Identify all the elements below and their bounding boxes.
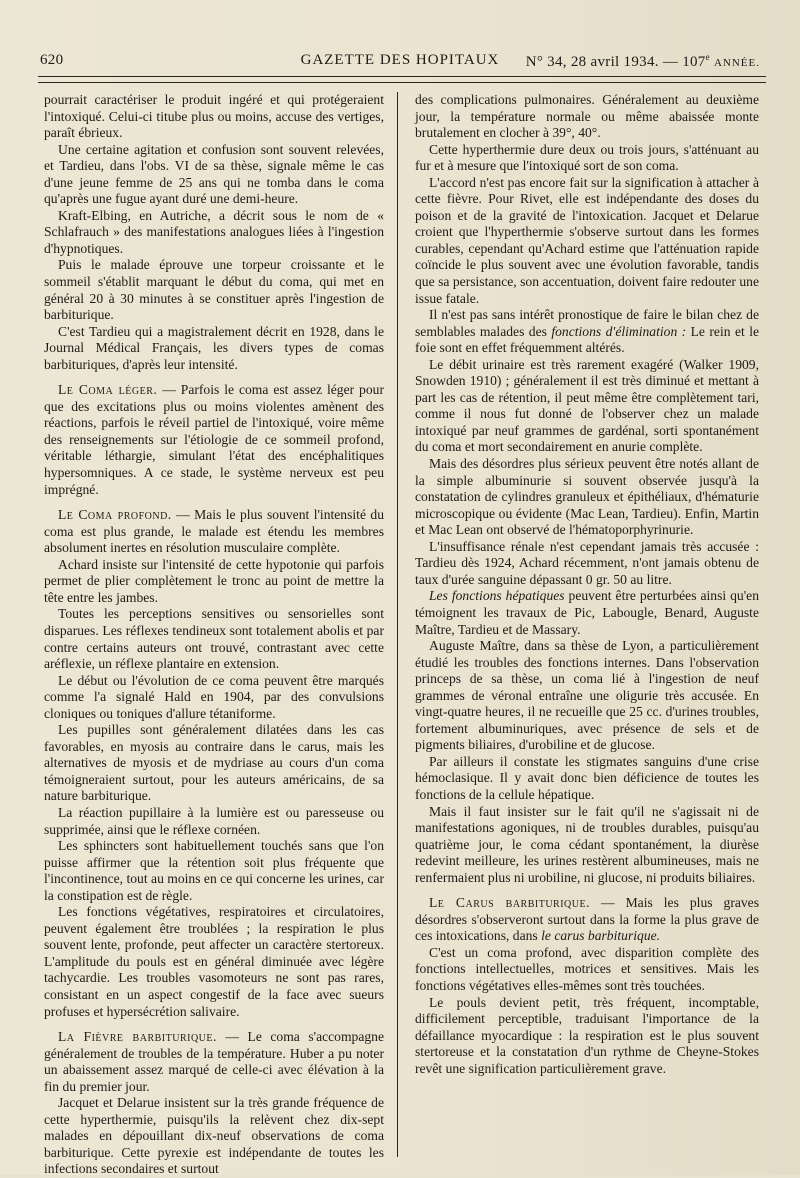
paragraph-text: Par ailleurs il constate les stigmates sanguins d'une crise hémoclasique. Il y avait donc bien déficience de toutes les fonctions de la cellule hépatique. [415, 753, 759, 802]
issue-info [526, 52, 760, 71]
paragraph-text: des complications pulmonaires. Généralement au deuxième jour, la température normale ou même abaissée monte brutalement en clocher à 39°, 40°. [415, 92, 759, 141]
paragraph [44, 606, 384, 672]
paragraph [44, 92, 384, 142]
paragraph [415, 307, 759, 357]
paragraph-text: — Le coma s'accompagne généralement de troubles de la température. Huber a pu noter un abaissement assez marqué de celle-ci avec élévation à la fin du premier jour. [44, 1029, 384, 1094]
paragraph [44, 557, 384, 607]
paragraph-text: Le pouls devient petit, très fréquent, incomptable, difficilement perceptible, traduisant l'importance de la défaillance myocardique : la respiration est le plus souvent stertoreuse et la constatation d'un rythme de Cheyne-Stokes revêt une signification particulièrement grave. [415, 994, 759, 1076]
paragraph-text: — Parfois le coma est assez léger pour que des excitations plus ou moins violentes amènent des réactions, parfois le réveil partiel de l'intoxiqué, voire même des renseignements sur l'étiologie de ce sommeil profond, véritable léthargie, simulant l'état des encéphalitiques hypersomniques. A ce stade, le système nerveux est peu imprégné. [44, 382, 384, 497]
paragraph [415, 754, 759, 804]
header-rule [38, 76, 766, 77]
page-number: 620 [40, 52, 64, 68]
issue-annee: ANNÉE. [713, 57, 760, 69]
paragraph-text: La réaction pupillaire à la lumière est ou paresseuse ou supprimée, ainsi que le réflexe cornéen. [44, 804, 384, 837]
section-paragraph [415, 895, 759, 945]
paragraph-text: Auguste Maître, dans sa thèse de Lyon, a particulièrement étudié les troubles des fonctions internes. Dans l'observation princeps de sa thèse, un coma lié à l'ingestion de neuf grammes de véronal entraîne une oligurie très accusée. En vingt-quatre heures, il ne recueille que 25 cc. d'urines troubles, fortement albuminuriques, avec présence de sels et de pigments biliaires, d'urobiline et de glucose. [415, 638, 759, 753]
paragraph [415, 995, 759, 1078]
page-header [40, 52, 760, 74]
italic-text: fonctions d'élimination : [551, 323, 687, 339]
paragraph [44, 257, 384, 323]
paragraph-text: Achard insiste sur l'intensité de cette hypotonie qui parfois permet de plier complètement le tronc au point de mettre la tête entre les jambes. [44, 556, 384, 605]
paragraph [44, 208, 384, 258]
paragraph-text: Cette hyperthermie dure deux ou trois jours, s'atténuant au fur et à mesure que l'intoxiqué sort de son coma. [415, 141, 759, 174]
paragraph-text: Kraft-Elbing, en Autriche, a décrit sous le nom de « Schlafrauch » des manifestations analogues liées à l'ingestion d'hypnotiques. [44, 207, 384, 256]
paragraph [44, 142, 384, 208]
paragraph-text: Mais il faut insister sur le fait qu'il ne s'agissait ni de manifestations agoniques, ni de troubles durables, puisqu'au quatrième jour, le coma cédant spontanément, la diurèse redevint meilleure, les urines restèrent albumineuses, mais ne renfermaient plus ni urobiline, ni glucose, ni produits biliaires. [415, 803, 759, 885]
paragraph-text: L'insuffisance rénale n'est cependant jamais très accusée : Tardieu dès 1924, Achard récemment, n'ont jamais obtenu de taux d'urée sanguine dépassant 0 gr. 50 au litre. [415, 538, 759, 587]
section-paragraph [44, 1029, 384, 1095]
paragraph [415, 804, 759, 887]
section-paragraph [44, 507, 384, 557]
paragraph [44, 324, 384, 374]
paragraph [415, 175, 759, 307]
italic-text: le carus barbiturique. [541, 928, 661, 944]
issue-sup: e [705, 52, 710, 62]
section-heading: Le Coma léger. [58, 382, 158, 398]
paragraph-text: C'est Tardieu qui a magistralement décrit en 1928, dans le Journal Médical Français, les divers types de comas barbituriques, d'après leur intensité. [44, 323, 384, 372]
paragraph-text: pourrait caractériser le produit ingéré et qui protégeraient l'intoxiqué. Celui-ci titube plus ou moins, accuse des vertiges, paraît ébrieux. [44, 92, 384, 141]
paragraph [44, 722, 384, 805]
header-rule-thin [38, 82, 766, 83]
paragraph-text: Une certaine agitation et confusion sont souvent relevées, et Tardieu, dans l'obs. VI de sa thèse, signale même le cas d'une jeune femme de 25 ans qui ne tomba dans le coma qu'après une fugue ayant duré une demi-heure. [44, 141, 384, 207]
paragraph [44, 673, 384, 723]
section-heading: Le Carus barbiturique. [429, 895, 590, 911]
paragraph-text: — Mais les plus graves désordres s'observeront surtout dans la forme la plus grave de ces intoxications, dans [415, 895, 760, 944]
right-column [415, 92, 759, 1077]
paragraph-text: Il n'est pas sans intérêt pronostique de faire le bilan chez de semblables malades des [415, 307, 759, 339]
left-column [44, 92, 384, 1178]
italic-text: Les fonctions hépatiques [429, 588, 565, 604]
paragraph-tail: peuvent être perturbées ainsi qu'en témoignent les travaux de Pic, Labougle, Benard, Auguste Maître, Tardieu et de Massary. [415, 588, 760, 637]
paragraph-text: Mais des désordres plus sérieux peuvent être notés allant de la simple albuminurie si souvent observée jusqu'à la constatation de cylindres granuleux et épithéliaux, d'hématurie microscopique ou évidente (Mac Lean, Tardieu). Enfin, Martin et Mac Lean ont observé de l'hématoporphyrinurie. [415, 456, 759, 538]
paragraph [415, 945, 759, 995]
section-heading: La Fièvre barbiturique. [58, 1029, 217, 1045]
paragraph-text: L'accord n'est pas encore fait sur la signification à attacher à cette fièvre. Pour Rivet, elle est indépendante des doses du poison et de la gravité de l'intoxication. Jacquet et Delarue croient que l'hyperthermie s'observe surtout dans les formes curables, cependant qu'Achard estime que l'atténuation rapide coïncide le plus souvent avec une évolution favorable, tandis que sa persistance, son accentuation, doivent faire redouter une issue fatale. [415, 174, 759, 306]
paragraph-text: C'est un coma profond, avec disparition complète des fonctions intellectuelles, motrices et sensitives. Mais les fonctions végétatives elles-mêmes sont très touchées. [415, 944, 759, 993]
paragraph [415, 142, 759, 175]
paragraph [44, 838, 384, 904]
paragraph [415, 92, 759, 142]
issue-text: N° 34, 28 avril 1934. — 107 [525, 54, 706, 70]
paragraph-text: Le début ou l'évolution de ce coma peuvent être marqués comme l'a signalé Hald en 1904, par des convulsions cloniques ou toniques d'allure tétaniforme. [44, 672, 384, 721]
section-heading: Le Coma profond. [58, 507, 172, 523]
paragraph [415, 638, 759, 754]
paragraph-text: Les pupilles sont généralement dilatées dans les cas favorables, en myosis au contraire dans le carus, mais les alternatives de myosis et de mydriase au cours d'un coma témoigneraient surtout, pour les auteurs américains, de sa nature barbiturique. [44, 722, 384, 804]
paragraph-tail: Le rein et le foie sont en effet fréquemment altérés. [415, 323, 759, 356]
paragraph-text: Les fonctions végétatives, respiratoires et circulatoires, peuvent également être troublées ; la respiration le plus souvent lente, profonde, peut affecter un caractère stertoreux. L'amplitude du pouls est en général diminuée avec légère tachycardie. Les troubles vasomoteurs ne sont pas rares, consistant en un aspect congestif de la face avec sueurs profuses et hypersécrétion salivaire. [44, 904, 384, 1019]
journal-title: GAZETTE DES HOPITAUX [300, 52, 500, 68]
paragraph-text: Le débit urinaire est très rarement exagéré (Walker 1909, Snowden 1910) ; généralement il est très diminué et mettant à part les cas de rétention, il peut même être complètement tari, comme il nous fut donné de l'observer chez un malade intoxiqué par neuf grammes de gardénal, sorti spontanément du coma et mort secondairement en anurie complète. [415, 356, 759, 455]
column-divider [397, 92, 398, 1157]
paragraph [415, 456, 759, 539]
paragraph [415, 588, 759, 638]
paragraph-text: Toutes les perceptions sensitives ou sensorielles sont disparues. Les réflexes tendineux sont totalement abolis et par contre certains auteurs ont trouvé, contrastant avec cette aréflexie, un réflexe plantaire en extension. [44, 606, 384, 672]
paragraph [44, 1095, 384, 1178]
paragraph-text: Puis le malade éprouve une torpeur croissante et le sommeil s'établit marquant le début du coma, qui met en général 20 à 30 minutes à se constituer après l'ingestion de barbiturique. [44, 257, 384, 323]
paragraph-text: Les sphincters sont habituellement touchés sans que l'on puisse affirmer que la rétention soit plus fréquente que l'incontinence, tout au moins en ce qui concerne les urines, car la constipation est de règle. [44, 838, 384, 903]
paragraph-text: Jacquet et Delarue insistent sur la très grande fréquence de cette hyperthermie, puisqu'ils la relèvent chez dix-sept malades en dépouillant dix-neuf observations de coma barbiturique. Cette pyrexie est indépendante de toutes les infections secondaires et surtout [44, 1095, 384, 1177]
section-paragraph [44, 382, 384, 498]
paragraph [44, 904, 384, 1020]
paragraph [415, 539, 759, 589]
paragraph-text: — Mais le plus souvent l'intensité du coma est plus grande, le malade est étendu les membres absolument inertes en résolution musculaire complète. [44, 507, 384, 556]
paragraph [44, 805, 384, 838]
paragraph [415, 357, 759, 456]
